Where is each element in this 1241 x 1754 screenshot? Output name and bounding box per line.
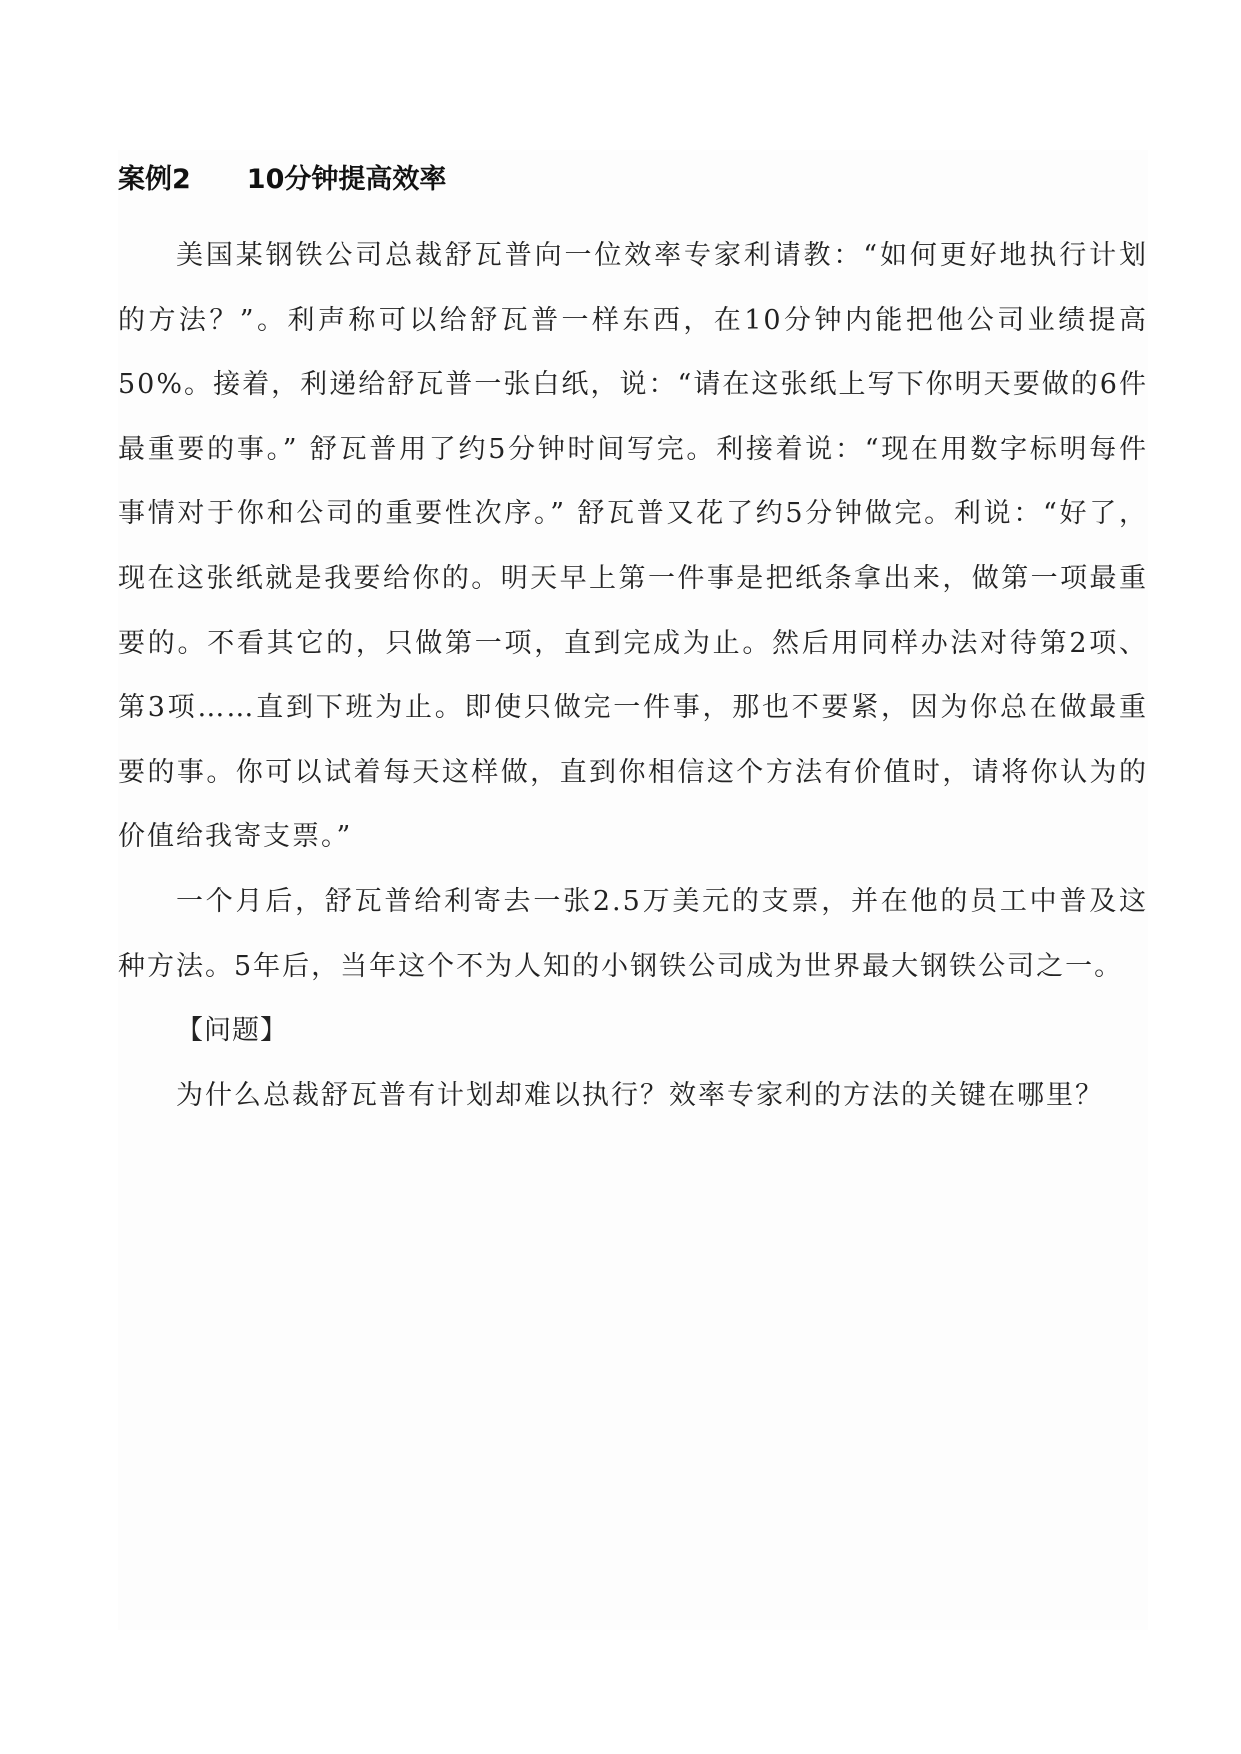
- question-text: 为什么总裁舒瓦普有计划却难以执行？效率专家利的方法的关键在哪里？: [176, 1079, 1104, 1111]
- case-body: [118, 224, 1148, 1128]
- story-paragraph: 美国某钢铁公司总裁舒瓦普向一位效率专家利请教：“如何更好地执行计划的方法？”。利声称可以给舒瓦普一样东西，在10分钟内能把他公司业绩提高50%。接着，利递给舒瓦普一张白纸，说：“请在这张纸上写下你明天要做的6件最重要的事。” 舒瓦普用了约5分钟时间写完。利接着说：“现在用数字标明每件事情对于你和公司的重要性次序。” 舒瓦普又花了约5分钟做完。利说：“好了，现在这张纸就是我要给你的。明天早上第一件事是把纸条拿出来，做第一项最重要的。不看其它的，只做第一项，直到完成为止。然后用同样办法对待第2项、第3项……直到下班为止。即使只做完一件事，那也不要紧，因为你总在做最重要的事。你可以试着每天这样做，直到你相信这个方法有价值时，请将你认为的价值给我寄支票。”: [118, 240, 1148, 853]
- question-heading: 【问题】: [176, 1015, 288, 1047]
- case-heading: [118, 160, 446, 200]
- outcome-paragraph: 一个月后，舒瓦普给利寄去一张2.5万美元的支票，并在他的员工中普及这种方法。5年后，当年这个不为人知的小钢铁公司成为世界最大钢铁公司之一。: [118, 885, 1149, 982]
- case-title: 10分钟提高效率: [246, 164, 447, 195]
- case-label: 案例2: [118, 164, 191, 195]
